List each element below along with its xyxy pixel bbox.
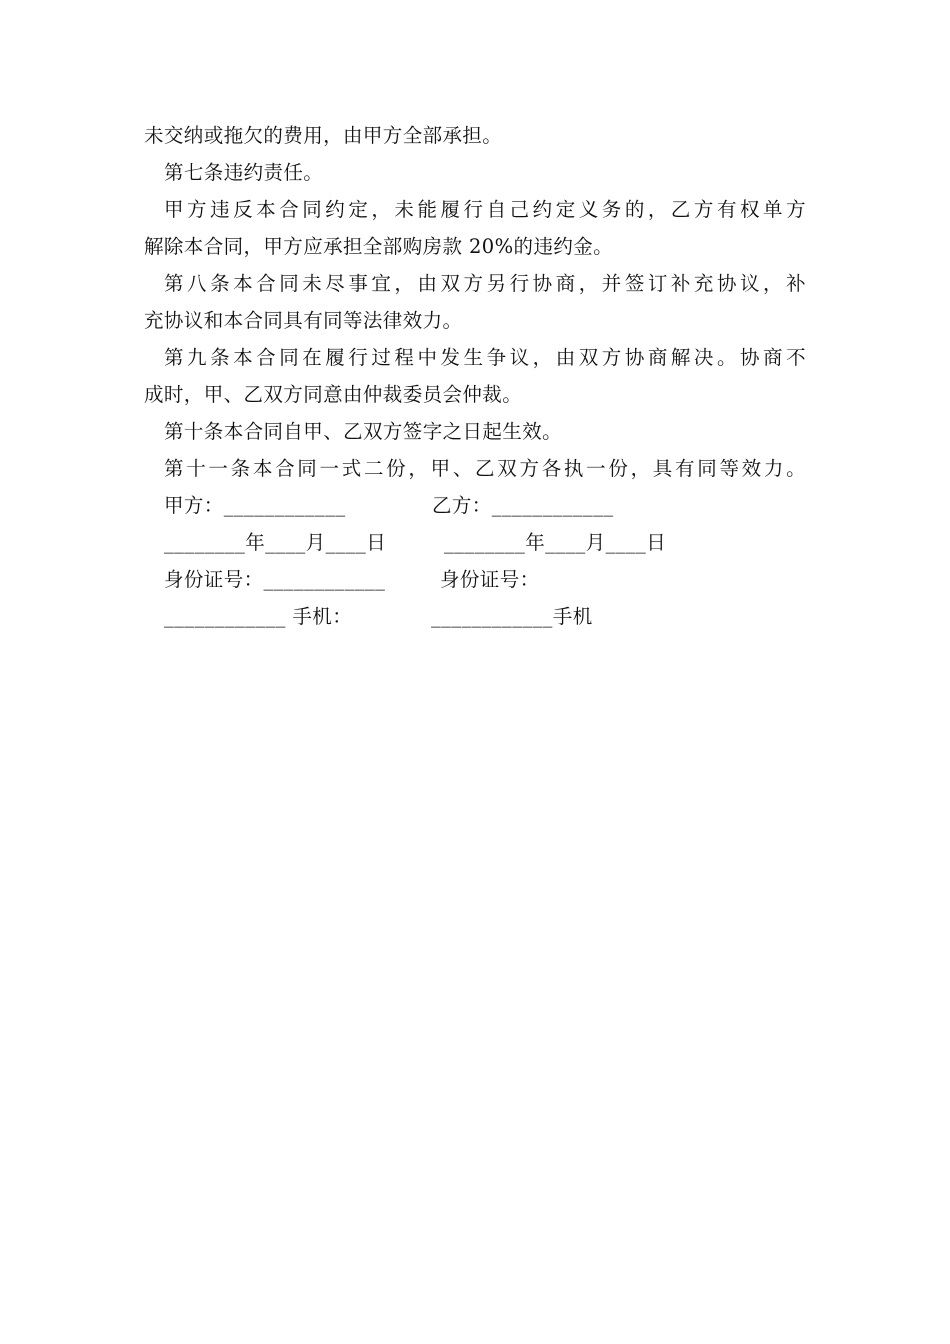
paragraph-line: 未交纳或拖欠的费用，由甲方全部承担。: [144, 124, 503, 147]
article-10-line: 第十条本合同自甲、乙双方签字之日起生效。: [164, 420, 563, 443]
party-b-phone: ____________手机: [431, 605, 593, 628]
paragraph-line: 充协议和本合同具有同等法律效力。: [144, 309, 463, 332]
article-11-line: 第十一条本合同一式二份，甲、乙双方各执一份，具有同等效力。: [164, 457, 806, 480]
paragraph-line: 成时，甲、乙双方同意由仲裁委员会仲裁。: [144, 383, 523, 406]
party-a-date: ________年____月____日: [164, 531, 387, 554]
article-8-line: 第八条本合同未尽事宜，由双方另行协商，并签订补充协议，补: [164, 272, 806, 295]
party-b-id-number: 身份证号：: [440, 568, 540, 591]
paragraph-line: 甲方违反本合同约定，未能履行自己约定义务的，乙方有权单方: [164, 198, 806, 221]
party-a-signature: 甲方：____________: [164, 494, 346, 517]
party-b-date: ________年____月____日: [444, 531, 667, 554]
party-b-signature: 乙方：____________: [432, 494, 614, 517]
paragraph-line: 解除本合同，甲方应承担全部购房款 20%的违约金。: [144, 235, 614, 258]
party-a-id-number: 身份证号：____________: [164, 568, 386, 591]
article-7-heading: 第七条违约责任。: [164, 161, 324, 184]
party-a-phone: ____________ 手机：: [164, 605, 353, 628]
article-9-line: 第九条本合同在履行过程中发生争议，由双方协商解决。协商不: [164, 346, 806, 369]
